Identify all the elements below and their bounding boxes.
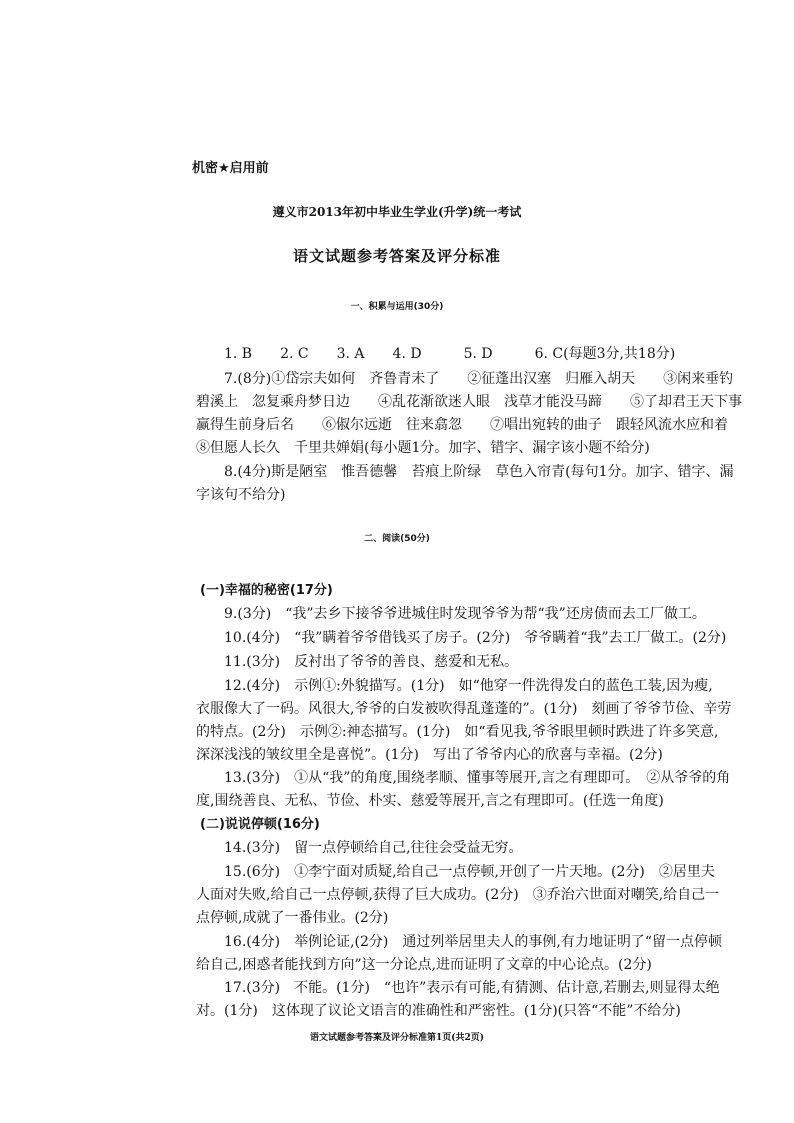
answer-line: 10.(4分) “我”瞒着爷爷借钱买了房子。(2分) 爷爷瞒着“我”去工厂做工。(2分) — [224, 630, 727, 646]
answer-line: 16.(4分) 举例论证,(2分) 通过列举居里夫人的事例,有力地证明了“留一点停顿 — [224, 934, 722, 950]
answer-line: 碧溪上 忽复乘舟梦日边 ④乱花渐欲迷人眼 浅草才能没马蹄 ⑤了却君王天下事 — [196, 394, 742, 410]
answer-line: 8.(4分)斯是陋室 惟吾德馨 苔痕上阶绿 草色入帘青(每句1分。加字、错字、漏 — [224, 464, 734, 480]
passage-title-pause: (二)说说停顿(16分) — [200, 817, 320, 832]
answer-line: 赢得生前身后名 ⑥俶尔远逝 往来翕忽 ⑦唱出宛转的曲子 跟轻风流水应和着 — [196, 417, 728, 433]
answer-line: 12.(4分) 示例①:外貌描写。(1分) 如“他穿一件洗得发白的蓝色工装,因为瘦, — [224, 678, 713, 694]
answer-line: 13.(3分) ①从“我”的角度,围绕孝顺、懂事等展开,言之有理即可。 ②从爷爷的角 — [224, 770, 731, 786]
passage-title-happiness: (一)幸福的秘密(17分) — [200, 583, 333, 598]
answer-line: 人面对失败,给自己一点停顿,获得了巨大成功。(2分) ③乔治六世面对嘲笑,给自己一 — [196, 887, 720, 903]
confidential-label: 机密★启用前 — [192, 161, 269, 176]
answer-line: 的特点。(2分) 示例②:神态描写。(1分) 如“看见我,爷爷眼里顿时跌进了许多笑意, — [196, 724, 719, 740]
answer-line: ⑧但愿人长久 千里共婵娟(每小题1分。加字、错字、漏字该小题不给分) — [196, 440, 650, 456]
answer-line: 1. B 2. C 3. A 4. D 5. D 6. C(每题3分,共18分) — [224, 346, 676, 362]
answer-line: 点停顿,成就了一番伟业。(2分) — [196, 910, 389, 926]
answer-line: 15.(6分) ①李宁面对质疑,给自己一点停顿,开创了一片天地。(2分) ②居里夫 — [224, 864, 715, 880]
page-footer: 语文试题参考答案及评分标准第1页(共2页) — [309, 1033, 485, 1043]
answer-line: 深深浅浅的皱纹里全是喜悦”。(1分) 写出了爷爷内心的欣喜与幸福。(2分) — [196, 747, 663, 763]
section-heading-reading: 二、阅读(50分) — [364, 534, 430, 544]
answer-line: 衣服像大了一码。风很大,爷爷的白发被吹得乱蓬蓬的”。(1分) 刻画了爷爷节俭、辛劳 — [196, 701, 732, 717]
answer-line: 字该句不给分) — [196, 487, 286, 503]
answer-line: 9.(3分) “我”去乡下接爷爷进城住时发现爷爷为帮“我”还房债而去工厂做工。 — [224, 606, 706, 622]
answer-line: 11.(3分) 反衬出了爷爷的善良、慈爱和无私。 — [224, 654, 519, 670]
document-title: 语文试题参考答案及评分标准 — [292, 247, 501, 265]
answer-line: 17.(3分) 不能。(1分) “也许”表示有可能,有猜测、估计意,若删去,则显得太绝 — [224, 980, 720, 996]
answer-line: 给自己,困惑者能找到方向”这一分论点,进而证明了文章的中心论点。(2分) — [196, 957, 652, 973]
answer-line: 对。(1分) 这体现了议论文语言的准确性和严密性。(1分)(只答“不能”不给分) — [196, 1003, 681, 1019]
section-heading-accumulation: 一、积累与运用(30分) — [350, 302, 444, 312]
answer-line: 7.(8分)①岱宗夫如何 齐鲁青未了 ②征蓬出汉塞 归雁入胡天 ③闲来垂钓 — [224, 371, 734, 387]
answer-line: 度,围绕善良、无私、节俭、朴实、慈爱等展开,言之有理即可。(任选一角度) — [196, 793, 664, 809]
exam-title: 遵义市2013年初中毕业生学业(升学)统一考试 — [272, 205, 522, 219]
answer-line: 14.(3分) 留一点停顿给自己,往往会受益无穷。 — [224, 840, 523, 856]
